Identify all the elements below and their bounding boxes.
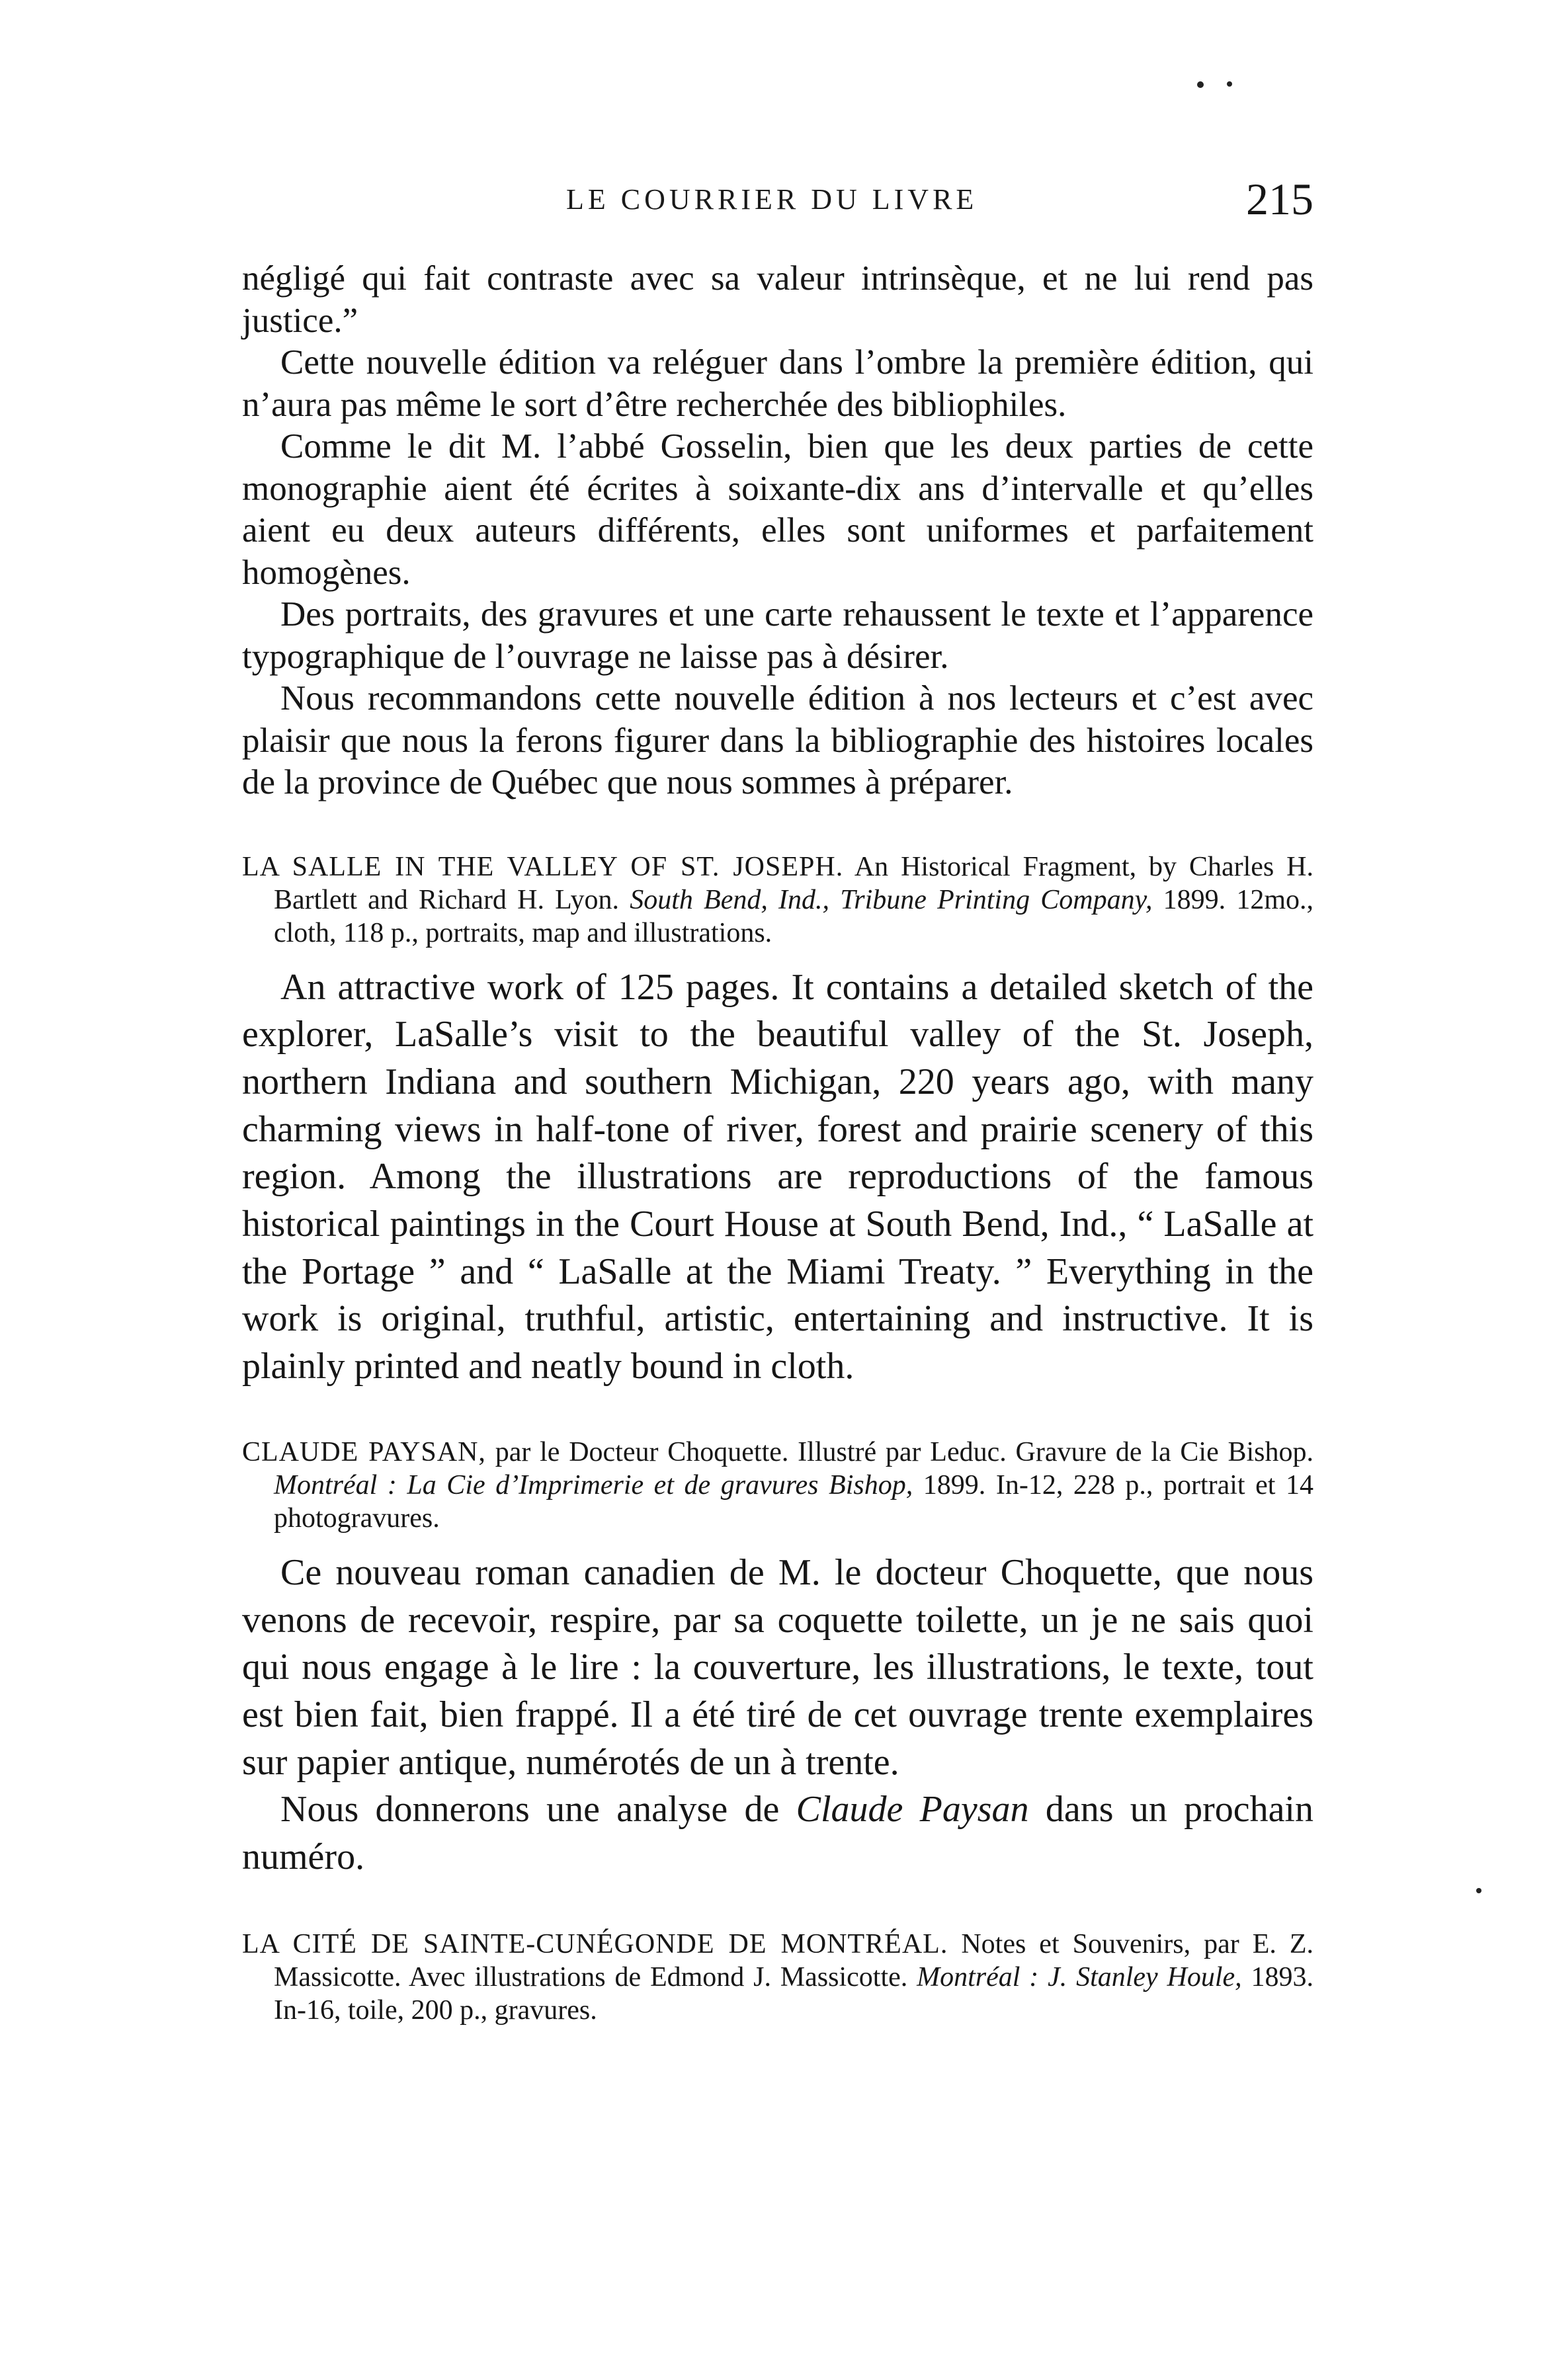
running-title: LE COURRIER DU LIVRE	[566, 183, 978, 216]
entry-publisher: South Bend, Ind., Tribune Printing Company,	[630, 884, 1153, 915]
bibliography-entry	[242, 1436, 1313, 1535]
entry-publisher: Montréal : La Cie d’Imprimerie et de gravures Bishop,	[274, 1469, 913, 1500]
entry-publisher: Montréal : J. Stanley Houle,	[917, 1961, 1242, 1992]
paragraph: Des portraits, des gravures et une carte rehaussent le texte et l’apparence typographique de l’ouvrage ne laisse pas à désirer.	[242, 595, 1313, 676]
review-paragraph: Ce nouveau roman canadien de M. le docteur Choquette, que nous venons de recevoir, respire, par sa coquette toilette, un je ne sais quoi qui nous engage à le lire : la couverture, les illustrations, le texte, tout est bien fait, bien frappé. Il a été tiré de cet ouvrage trente exemplaires sur papier antique, numérotés de un à trente.	[242, 1551, 1313, 1783]
entry-title: LA CITÉ DE SAINTE-CUNÉGONDE DE MONTRÉAL.	[242, 1928, 948, 1959]
page-body	[242, 258, 1313, 2027]
review-text: Nous donnerons une analyse de	[280, 1789, 780, 1830]
book-title: Claude Paysan	[796, 1789, 1029, 1830]
continued-paragraph: négligé qui fait contraste avec sa valeur intrinsèque, et ne lui rend pas justice.”	[242, 259, 1313, 340]
page-header	[242, 173, 1313, 233]
entry-title: LA SALLE IN THE VALLEY OF ST. JOSEPH.	[242, 851, 844, 882]
ink-speck	[1197, 81, 1204, 88]
ink-speck	[1476, 1888, 1481, 1893]
paragraph: Cette nouvelle édition va reléguer dans l’ombre la première édition, qui n’aura pas même le sort d’être recherchée des bibliophiles.	[242, 343, 1313, 424]
paragraph: Comme le dit M. l’abbé Gosselin, bien que les deux parties de cette monographie aient été écrites à soixante-dix ans d’intervalle et qu’elles aient eu deux auteurs différents, elles sont uniformes et parfaitement homogènes.	[242, 427, 1313, 592]
entry-format: 1899. 12mo., cloth, 118 p., portraits, map and illustrations.	[274, 884, 1314, 948]
entry-title: CLAUDE PAYSAN,	[242, 1436, 486, 1467]
entry-format: 1893. In-16, toile, 200 p., gravures.	[274, 1961, 1314, 2026]
entry-details: An Historical Fragment, by Charles H. Bartlett and Richard H. Lyon.	[274, 851, 1314, 915]
bibliography-entry	[242, 850, 1313, 950]
review-text: dans un prochain numéro.	[242, 1789, 1313, 1878]
entry-format: 1899. In-12, 228 p., portrait et 14 photogravures.	[274, 1469, 1314, 1534]
entry-details: Notes et Souvenirs, par E. Z. Massicotte. Avec illustrations de Edmond J. Massicotte.	[274, 1928, 1313, 1992]
review-paragraph: An attractive work of 125 pages. It contains a detailed sketch of the explorer, LaSalle’s visit to the beautiful valley of the St. Joseph, northern Indiana and southern Michigan, 220 years ago, with many charming views in half-tone of river, forest and prairie scenery of this region. Among the illustrations are reproductions of the famous historical paintings in the Court House at South Bend, Ind., “ LaSalle at the Portage ” and “ LaSalle at the Miami Treaty. ” Everything in the work is original, truthful, artistic, entertaining and instructive. It is plainly printed and neatly bound in cloth.	[242, 966, 1313, 1387]
bibliography-entry	[242, 1928, 1313, 2027]
ink-speck	[1227, 81, 1232, 87]
entry-details: par le Docteur Choquette. Illustré par Leduc. Gravure de la Cie Bishop.	[495, 1436, 1314, 1467]
page-number: 215	[1246, 174, 1313, 224]
review-paragraph	[242, 1786, 1313, 1881]
paragraph: Nous recommandons cette nouvelle édition à nos lecteurs et c’est avec plaisir que nous la ferons figurer dans la bibliographie des histoires locales de la province de Québec que nous sommes à préparer.	[242, 679, 1313, 801]
